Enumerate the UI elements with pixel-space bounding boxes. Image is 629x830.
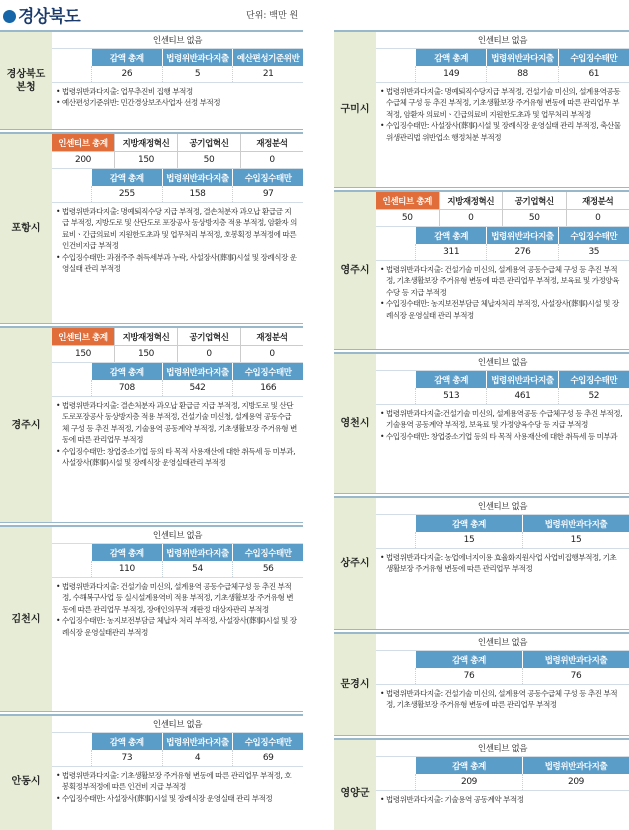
incentive-value-row — [376, 210, 629, 227]
note-item: • 수입징수태만: 과점주주 취득세부과 누락, 사설장사(葬事)시설 및 장례식장 운영실태 관리 부적정 — [56, 252, 297, 273]
reduction-header-row — [52, 733, 303, 750]
reduction-header-row — [376, 371, 629, 388]
header-spacer — [376, 371, 416, 388]
incentive-header-cell: 지방재정혁신 — [440, 192, 504, 210]
region-section — [334, 190, 629, 350]
value-spacer — [52, 66, 92, 82]
no-incentive-row — [52, 32, 303, 49]
no-incentive-label: 인센티브 없음 — [152, 36, 203, 46]
reduction-header-cell: 수입징수태만 — [559, 227, 629, 244]
incentive-value-cell: 200 — [52, 152, 115, 168]
region-content — [376, 192, 629, 349]
reduction-value-cell: 4 — [163, 750, 234, 766]
reduction-value-cell: 88 — [487, 66, 558, 82]
reduction-value-cell: 54 — [163, 561, 234, 577]
incentive-header-cell: 지방재정혁신 — [115, 134, 178, 152]
incentive-value-cell: 0 — [440, 210, 504, 226]
no-incentive-row — [376, 32, 629, 49]
notes-block — [376, 405, 629, 444]
value-spacer — [376, 774, 416, 790]
reduction-value-cell: 708 — [92, 380, 163, 396]
reduction-header-cell: 감액 총계 — [416, 757, 523, 774]
region-section — [0, 326, 303, 523]
region-section — [334, 352, 629, 494]
reduction-value-cell: 5 — [163, 66, 234, 82]
reduction-value-cell: 276 — [487, 244, 558, 260]
header-spacer — [376, 49, 416, 66]
region-name: 포항시 — [0, 134, 52, 323]
reduction-header-cell: 법령위반과다지출 — [523, 515, 629, 532]
reduction-header-cell: 감액 총계 — [92, 363, 163, 380]
incentive-value-cell: 150 — [115, 152, 178, 168]
note-item: • 법령위반과다지출: 농업에너지이용 효율화지원사업 사업비집행부적정, 기초생활보장 주거유형 변동에 따른 관리업무 부적정 — [380, 553, 617, 574]
note-item: • 법령위반과다지출: 건설기술 미신의, 설계용역 공동수급체 구성 등 추진 부적정, 기초생활보장 주거유형 변동에 따른 관리업무 부적정, 보육료 및 가정양육수당 등 지급 부적정 — [380, 265, 619, 297]
incentive-header-row — [52, 134, 303, 152]
title-text: 경상북도 — [18, 7, 80, 27]
header-spacer — [52, 363, 92, 380]
incentive-header-cell: 공기업혁신 — [178, 134, 241, 152]
incentive-header-cell: 지방재정혁신 — [115, 328, 178, 346]
reduction-value-row — [376, 388, 629, 405]
reduction-header-cell: 수입징수태만 — [233, 544, 303, 561]
reduction-value-cell: 461 — [487, 388, 558, 404]
incentive-value-cell: 150 — [52, 346, 115, 362]
reduction-header-cell: 법령위반과다지출 — [163, 49, 234, 66]
value-spacer — [376, 388, 416, 404]
notes-block — [376, 791, 629, 807]
incentive-value-cell: 0 — [269, 349, 275, 359]
reduction-value-row — [376, 532, 629, 549]
reduction-value-cell: 76 — [416, 668, 523, 684]
reduction-value-cell: 69 — [262, 753, 274, 763]
no-incentive-row — [376, 740, 629, 757]
reduction-value-cell: 166 — [260, 383, 277, 393]
no-incentive-label: 인센티브 없음 — [477, 36, 528, 46]
reduction-header-cell: 수입징수태만 — [559, 371, 629, 388]
note-item: • 법령위반과다지출: 업무추진비 집행 부적정 — [56, 87, 193, 96]
notes-block — [376, 549, 629, 577]
reduction-header-row — [376, 49, 629, 66]
region-section — [334, 30, 629, 188]
reduction-value-cell: 15 — [570, 535, 582, 545]
reduction-value-cell: 15 — [416, 532, 523, 548]
header-spacer — [376, 651, 416, 668]
region-name: 영천시 — [334, 354, 376, 493]
note-item: • 예산편성기준위반: 민간경상보조사업자 선정 부적정 — [56, 98, 221, 108]
reduction-header-cell: 감액 총계 — [416, 371, 487, 388]
reduction-value-cell: 513 — [416, 388, 487, 404]
notes-block — [52, 578, 303, 640]
region-section — [0, 525, 303, 712]
value-spacer — [52, 561, 92, 577]
value-spacer — [376, 244, 416, 260]
reduction-value-cell: 61 — [588, 69, 600, 79]
region-name: 안동시 — [0, 716, 52, 830]
region-content — [376, 498, 629, 629]
reduction-header-row — [376, 651, 629, 668]
incentive-value-row — [52, 346, 303, 363]
incentive-header-cell: 인센티브 총계 — [52, 328, 115, 346]
region-name: 경주시 — [0, 328, 52, 522]
notes-block — [52, 83, 303, 111]
value-spacer — [376, 532, 416, 548]
reduction-header-cell: 법령위반과다지출 — [487, 49, 558, 66]
notes-block — [52, 203, 303, 276]
no-incentive-label: 인센티브 없음 — [477, 638, 528, 648]
note-item: • 수입징수태만: 사설장사(葬事)시설 및 장례식장 운영실태 관리 부적정 — [56, 793, 273, 803]
value-spacer — [52, 186, 92, 202]
reduction-value-cell: 110 — [92, 561, 163, 577]
reduction-value-cell: 542 — [163, 380, 234, 396]
note-item: • 법령위반과다지출: 건설기술 미신의, 설계용역 공동수급체 구성 등 추진 부적정, 기초생활보장 주거유형 변동에 따른 관리업무 부적정 — [380, 689, 618, 710]
unit-label: 단위: 백만 원 — [246, 11, 299, 21]
note-item: • 법령위반과다지출:건설기술 미신의, 설계용역공동 수급체구성 등 추진 부적정, 기술용역 공동계약 부적정, 보육료 및 가정양육수당 등 지급 부적정 — [380, 409, 622, 430]
incentive-value-cell: 0 — [269, 155, 275, 165]
notes-block — [52, 397, 303, 470]
region-section — [334, 738, 629, 830]
incentive-value-row — [52, 152, 303, 169]
note-item: • 법령위반과다지출: 명예퇴직수당 지급 부적정, 결손처분자 과오납 환급금 지급 부적정, 지방도로 및 산단도로 포장공사 동상방지층 적용 부적정, 암환자 의료비ㆍ긴급의료비 지원한도초과 및 업무처리 부적정, 호봉획정 부적정에 따른 인건비지급 부적정 — [56, 207, 297, 251]
note-item: • 법령위반과다지출: 기술용역 공동계약 부적정 — [380, 795, 524, 804]
incentive-value-cell: 50 — [503, 210, 567, 226]
reduction-value-cell: 311 — [416, 244, 487, 260]
page-header — [0, 0, 629, 30]
reduction-value-cell: 21 — [262, 69, 274, 79]
reduction-value-row — [52, 380, 303, 397]
header-spacer — [52, 733, 92, 750]
note-item: • 수입징수태만: 창업중소기업 등의 타 목적 사용재산에 대한 취득세 등 미부과, 사설장사(葬事)시설 및 장례식장 운영실태관리 부적정 — [56, 446, 295, 467]
reduction-header-cell: 법령위반과다지출 — [487, 371, 558, 388]
reduction-header-cell: 법령위반과다지출 — [523, 757, 629, 774]
reduction-value-row — [376, 668, 629, 685]
note-item: • 수입징수태만: 농지보전부담금 체납자처리 부적정, 사설장사(葬事)시설 및 장례식장 운영실태 관리 부적정 — [380, 299, 619, 320]
notes-block — [376, 261, 629, 323]
region-name: 경상북도 본청 — [0, 32, 52, 129]
right-column — [334, 30, 629, 830]
note-item: • 수입징수태만: 사설장사(葬事)시설 및 장례식장 운영실태 관리 부적정, 축산물 위생관리법 위반업소 행정처분 부적정 — [380, 121, 621, 142]
reduction-header-cell: 수입징수태만 — [233, 363, 303, 380]
reduction-value-cell: 26 — [92, 66, 163, 82]
note-item: • 법령위반과다지출: 결손처분자 과오납 환급금 지급 부적정, 지방도로 및 산단도로포장공사 동상방지층 적용 부적정, 건설기술 미신청, 설계용역 공동수급체 구성 등 추진 부적정, 기술용역 공동계약 부적정, 기초생활보장 주거유형 변동에 따른 관리업무 부적정 — [56, 401, 297, 445]
region-section — [0, 714, 303, 830]
no-incentive-label: 인센티브 없음 — [477, 502, 528, 512]
reduction-header-cell: 감액 총계 — [416, 515, 523, 532]
region-content — [376, 32, 629, 187]
header-spacer — [52, 544, 92, 561]
note-item: • 법령위반과다지출: 명예퇴직수당지급 부적정, 건설기술 미신의, 설계용역공동수급체 구성 등 추진 부적정, 기초생활보장 주거유형 변동에 따른 관리업무 부적정, 암환자 의료비ㆍ긴급의료비 지원한도초과 및 업무처리 부적정 — [380, 87, 621, 119]
reduction-value-cell: 149 — [416, 66, 487, 82]
reduction-value-cell: 52 — [588, 391, 600, 401]
region-content — [52, 716, 303, 830]
header-spacer — [376, 515, 416, 532]
region-content — [52, 328, 303, 522]
header-spacer — [52, 49, 92, 66]
reduction-header-cell: 감액 총계 — [416, 227, 487, 244]
reduction-value-row — [52, 186, 303, 203]
reduction-value-cell: 97 — [262, 189, 274, 199]
reduction-header-cell: 법령위반과다지출 — [163, 733, 234, 750]
value-spacer — [52, 750, 92, 766]
reduction-value-row — [376, 774, 629, 791]
no-incentive-row — [376, 498, 629, 515]
incentive-header-row — [52, 328, 303, 346]
reduction-header-cell: 감액 총계 — [416, 651, 523, 668]
region-name: 문경시 — [334, 634, 376, 735]
reduction-header-row — [52, 544, 303, 561]
reduction-value-row — [52, 750, 303, 767]
reduction-header-cell: 법령위반과다지출 — [487, 227, 558, 244]
reduction-header-row — [376, 757, 629, 774]
no-incentive-row — [52, 527, 303, 544]
notes-block — [376, 83, 629, 145]
reduction-header-row — [52, 169, 303, 186]
reduction-value-cell: 209 — [416, 774, 523, 790]
header-spacer — [376, 227, 416, 244]
region-content — [52, 527, 303, 711]
incentive-value-cell: 50 — [178, 152, 241, 168]
region-name: 영양군 — [334, 740, 376, 830]
reduction-header-cell: 법령위반과다지출 — [163, 363, 234, 380]
reduction-header-cell: 수입징수태만 — [233, 733, 303, 750]
no-incentive-row — [376, 354, 629, 371]
region-section — [0, 132, 303, 324]
no-incentive-label: 인센티브 없음 — [152, 531, 203, 541]
reduction-value-cell: 35 — [588, 247, 600, 257]
incentive-value-cell: 50 — [376, 210, 440, 226]
incentive-header-cell: 공기업혁신 — [503, 192, 567, 210]
incentive-header-cell: 재정분석 — [241, 328, 303, 346]
reduction-header-cell: 법령위반과다지출 — [163, 169, 234, 186]
region-section — [0, 30, 303, 130]
notes-block — [52, 767, 303, 806]
region-name: 김천시 — [0, 527, 52, 711]
reduction-header-cell: 감액 총계 — [416, 49, 487, 66]
reduction-header-row — [52, 49, 303, 66]
reduction-header-cell: 수입징수태만 — [233, 169, 303, 186]
incentive-value-cell: 0 — [178, 346, 241, 362]
no-incentive-label: 인센티브 없음 — [152, 720, 203, 730]
incentive-header-cell: 재정분석 — [241, 134, 303, 152]
region-content — [376, 354, 629, 493]
incentive-header-cell: 공기업혁신 — [178, 328, 241, 346]
reduction-value-cell: 209 — [568, 777, 584, 787]
reduction-value-cell: 158 — [163, 186, 234, 202]
region-name: 상주시 — [334, 498, 376, 629]
region-content — [52, 134, 303, 323]
note-item: • 수입징수태만: 창업중소기업 등의 타 목적 사용재산에 대한 취득세 등 미부과 — [380, 431, 618, 441]
incentive-value-cell: 150 — [115, 346, 178, 362]
header-spacer — [376, 757, 416, 774]
reduction-header-cell: 감액 총계 — [92, 169, 163, 186]
reduction-header-cell: 수입징수태만 — [559, 49, 629, 66]
reduction-header-cell: 예산편성기준위반 — [233, 49, 303, 66]
reduction-value-cell: 255 — [92, 186, 163, 202]
value-spacer — [376, 66, 416, 82]
incentive-value-cell: 0 — [595, 213, 601, 223]
region-name: 영주시 — [334, 192, 376, 349]
reduction-header-cell: 법령위반과다지출 — [163, 544, 234, 561]
incentive-header-cell: 재정분석 — [567, 192, 629, 210]
reduction-header-row — [376, 515, 629, 532]
incentive-header-cell: 인센티브 총계 — [376, 192, 440, 210]
reduction-value-row — [52, 66, 303, 83]
region-content — [52, 32, 303, 129]
no-incentive-row — [52, 716, 303, 733]
note-item: • 법령위반과다지출: 기초생활보장 주거유형 변동에 따른 관리업무 부적정, 호봉획정부적정에 따른 인건비 지급 부적정 — [56, 771, 292, 792]
region-section — [334, 632, 629, 736]
no-incentive-row — [376, 634, 629, 651]
no-incentive-label: 인센티브 없음 — [477, 744, 528, 754]
header-spacer — [52, 169, 92, 186]
region-name: 구미시 — [334, 32, 376, 187]
reduction-value-row — [376, 244, 629, 261]
reduction-header-row — [52, 363, 303, 380]
page-title — [3, 2, 80, 27]
value-spacer — [52, 380, 92, 396]
reduction-header-cell: 법령위반과다지출 — [523, 651, 629, 668]
region-content — [376, 634, 629, 735]
reduction-header-cell: 감액 총계 — [92, 49, 163, 66]
reduction-value-cell: 73 — [92, 750, 163, 766]
incentive-header-cell: 인센티브 총계 — [52, 134, 115, 152]
reduction-value-cell: 56 — [262, 564, 274, 574]
value-spacer — [376, 668, 416, 684]
left-column — [0, 30, 303, 830]
notes-block — [376, 685, 629, 713]
reduction-value-row — [376, 66, 629, 83]
region-section — [334, 496, 629, 630]
region-content — [376, 740, 629, 830]
reduction-header-row — [376, 227, 629, 244]
note-item: • 수입징수태만: 농지보전부담금 체납자 처리 부적정, 사설장사(葬事)시설 및 장례식장 운영실태관리 부적정 — [56, 616, 297, 637]
bullet-dot-icon — [3, 10, 16, 23]
reduction-header-cell: 감액 총계 — [92, 733, 163, 750]
incentive-header-row — [376, 192, 629, 210]
reduction-value-row — [52, 561, 303, 578]
reduction-value-cell: 76 — [570, 671, 582, 681]
no-incentive-label: 인센티브 없음 — [477, 358, 528, 368]
note-item: • 법령위반과다지출: 건설기술 미신의, 설계용역 공동수급체구성 등 추진 부적정, 수해복구사업 등 실시설계용역비 적용 부적정, 기초생활보장 주거유형 변동에 따른 관리업무 부적정, 장애인의무적 재판정 대상자관리 부적정 — [56, 582, 294, 614]
reduction-header-cell: 감액 총계 — [92, 544, 163, 561]
